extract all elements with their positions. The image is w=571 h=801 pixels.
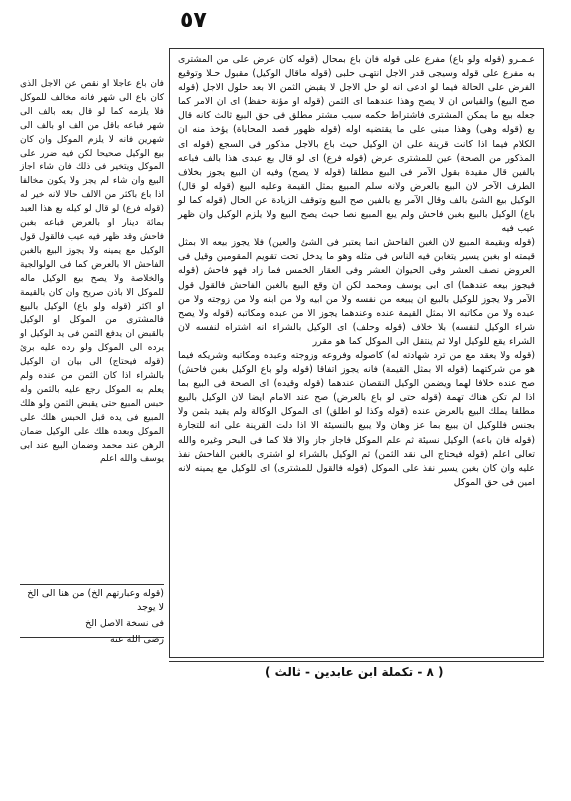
sidebar-commentary [20, 78, 164, 578]
main-paragraph-3: (قوله ولا يعقد مع من ترد شهادته له) كاصوله وفروعه وزوجته وعبده ومكاتبه وشريكه فيما هو من شركتهما (قوله الا بمثل القيمة) فانه يجوز اتفاقا (قوله ولو باع الوكيل بغبن فاحش) صح عنده خلافا لهما ويضمن الوكيل النقصان عندهما (قوله وقيده) اى الصحة فى البيع بما اذا لم تكن هناك تهمة (قوله حتى لو باع بالعرض) صح عند الامام ايضا لان الوكيل بالبيع مطلقا يملك البيع بالعرض عنده (قوله وكذا لو اطلق) اى الموكل الوكالة ولم يقيد بثمن ولا بجنس فللوكيل ان يبيع بما عز وهان ولا يبيع بالنسيئة الا اذا دلت القرينة على انه للتجارة (قوله فان باعه) الوكيل نسيئة ثم علم الموكل فاجاز جاز والا فلا كما فى البحر وغيره والله تعالى اعلم (قوله فيحتاج الى نقد الثمن) ثم الوكيل بالشراء لو اشترى بالغبن الفاحش نفذ عليه وان كان بغبن يسير نفذ على الموكل (قوله فالقول للمشترى) اى للوكيل مع يمينه لانه امين فى حق الموكل [178, 349, 535, 488]
sidebar-footnote [20, 584, 164, 645]
footnote-line-3: رضى الله عنه [109, 634, 164, 645]
bottom-rule [169, 661, 544, 662]
main-text-frame [169, 48, 544, 658]
main-text [178, 53, 535, 653]
printer-signature: ( ٨ - تكملة ابن عابدين - ثالث ) [265, 665, 444, 679]
sidebar-paragraph-1: فان باع عاجلا او نقص عن الاجل الذى كان باع الى شهر فانه مخالف للموكل فلا يلزمه كما لو قال بعه بالف الى شهر فباعه باقل من الف او بالف الى شهرين فانه لا يلزم الموكل وان كان بيع الوكيل صحيحا لكن فيه ضرر على الموكل ويتخير فى ذلك فان شاء اجاز البيع وان شاء لم يجز ولا يكون مخالفا اذا باع باكثر من الالف حالا لانه خير له (قوله فرع) لو قال لو كيله بع هذا العبد بمائة دينار او بالعرض فباعه بغبن فاحش وقد ظهر فيه عيب فالقول قول الوكيل مع يمينه ولا يجوز البيع بالغبن الفاحش الا بالعرض كما فى الولوالجية والخلاصة ولا يصح بيع الوكيل ماله للموكل الا باذن صريح وان كان بالقيمة او اكثر (قوله ولو باع) الوكيل بالبيع فالمشترى من الموكل او الوكيل بالقبض ان يدفع الثمن فى يد الوكيل او يرده الى الموكل ولو رده عليه برئ (قوله فيحتاج) الى بيان ان الوكيل بالشراء اذا كان الثمن من عنده ولم يعلم به الموكل رجع عليه بالثمن وله حبس المبيع حتى يقبض الثمن ولو هلك المبيع فى يده قبل الحبس هلك على الموكل وبعده هلك على الوكيل ضمان الرهن عند محمد وضمان البيع عند ابى يوسف والله اعلم [20, 79, 164, 465]
footnote-line-2: فى نسخة الاصل الخ [85, 618, 164, 629]
main-paragraph-1: عـمـرو (قوله ولو باع) مفرع على قوله فان باع بمحال (قوله كان عرض على من المشترى به مفرع على قوله وسيجى قدر الاجل انتهـى حلبى (قوله ماقال الوكيل) مقبول حـلا وتوقيع الفرض على الحالة فيما لو ادعى انه لو حل الاجل لا يقبض الثمن الا بعد حلول الاجل (قوله صح البيع) والقياس ان لا يصح وهذا عندهما اى الثمن (قوله او مؤنة حفظ) اى ان الامر كما جعله بيع ما يمكن المشترى فاشتراط حكمه سبب مشتر مطلق فى حق البيع ثالث كانه قال بع (قوله وهى) وهذا مبنى على ما يقتضيه اوله (قوله ظهور قصد المحاباة) يؤخذ منه ان الكلام فيما اذا كانت قرينة على ان الوكيل حيث باع بالاجل مذكور فى السجع (قوله اى المذكور من الصحة) عين للمشترى عرض (قوله فرع) اى لو قال بع عبدى هذا بالف فباعه بالفين قال مقيدة بقول الآمر فى البيع مطلقا (قوله لا يصح) وفيه ان البيع يجوز بخلاف الطرف الآخر لان البيع بالعرض ولانه سلم المبيع بمثل القيمة وعليه البيع (قوله لو قال) الوكيل بيع الشئ بالف وقال الآمر بع بالفين صح البيع وتوقف الزيادة عن الحال (قوله كما لو باع) الوكيل بالبيع بغبن فاحش ولم يبع المبيع نصا حيث يصح البيع ولا يلزم الوكيل وان ظهر عيب فيه [178, 54, 535, 235]
page-number: ٥٧ [180, 8, 207, 33]
footnote-line-1: (قوله وعبارتهم الخ) من هنا الى الخ لا يوجد [27, 588, 164, 613]
main-paragraph-2: (قوله وبقيمة المبيع لان الغبن الفاحش انما يعتبر فى الشئ والعين) فلا يجوز بيعه الا بمثل قيمته او بغبن يسير يتغابن فيه الناس فى مثله وهو ما يدخل تحت تقويم المقومين وقيل فى العروض نصف العشر وفى الحيوان العشر وفى العقار الخمس فما زاد فهو فاحش (قوله فيجوز بيعه عندهما) اى ابى يوسف ومحمد لكن ان وقع البيع بالغبن الفاحش فالقول قول الآمر ولا يجوز للوكيل بالبيع ان يبيعه من نفسه ولا من ابيه ولا من ابنه ولا من زوجته ولا من عبده ولا من مكاتبه الا بمثل القيمة عنده وعندهما يجوز الا من عبده ومكاتبه (قوله ولا يصح شراء الوكيل لنفسه) بلا خلاف (قوله وحلف) اى الوكيل بالشراء انه اشتراه لنفسه لان الشراء يقع للوكيل اولا ثم ينتقل الى الموكل كما هو مقرر [178, 237, 535, 347]
